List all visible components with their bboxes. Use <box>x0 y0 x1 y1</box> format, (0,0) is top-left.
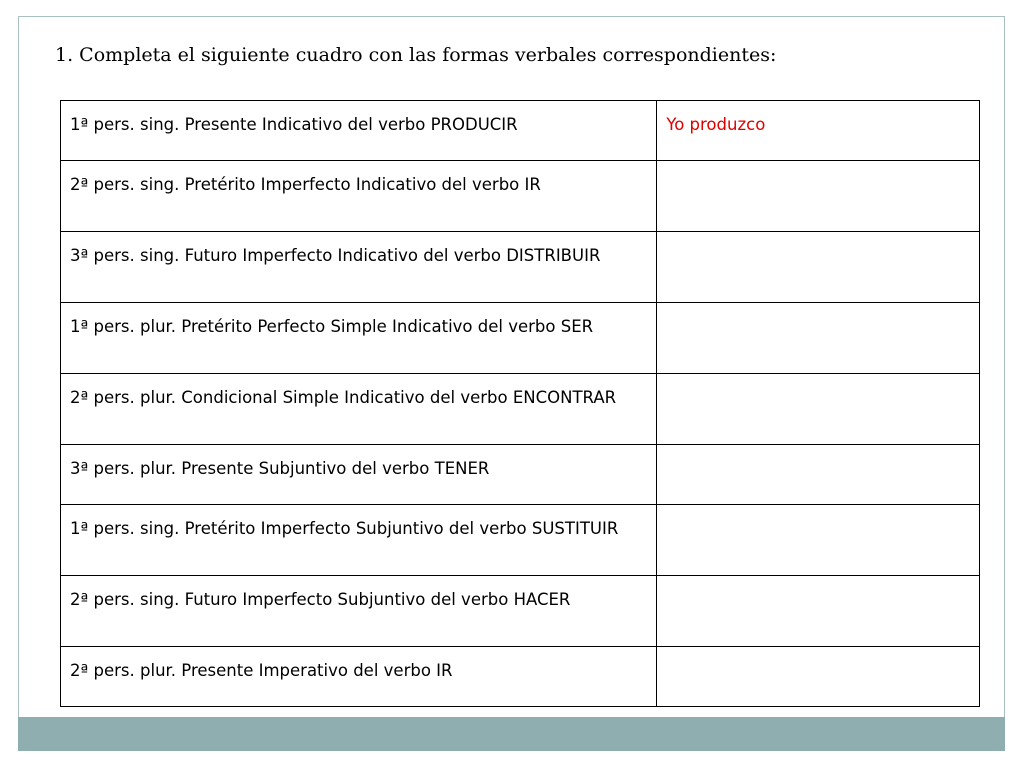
table-row <box>61 303 980 374</box>
answer-cell[interactable] <box>657 576 980 647</box>
verb-prompt-cell: 1ª pers. sing. Pretérito Imperfecto Subjuntivo del verbo SUSTITUIR <box>61 505 657 576</box>
answer-cell[interactable] <box>657 445 980 505</box>
table-row <box>61 374 980 445</box>
table-row <box>61 445 980 505</box>
answer-cell[interactable] <box>657 505 980 576</box>
answer-cell[interactable] <box>657 232 980 303</box>
table-row <box>61 101 980 161</box>
table-row <box>61 161 980 232</box>
answer-cell[interactable] <box>657 161 980 232</box>
verb-prompt-cell: 2ª pers. sing. Pretérito Imperfecto Indicativo del verbo IR <box>61 161 657 232</box>
verb-prompt-cell: 2ª pers. sing. Futuro Imperfecto Subjuntivo del verbo HACER <box>61 576 657 647</box>
instruction-text: 1. Completa el siguiente cuadro con las formas verbales correspondientes: <box>55 44 777 66</box>
verb-prompt-cell: 1ª pers. sing. Presente Indicativo del verbo PRODUCIR <box>61 101 657 161</box>
verb-prompt-cell: 3ª pers. sing. Futuro Imperfecto Indicativo del verbo DISTRIBUIR <box>61 232 657 303</box>
answer-cell[interactable] <box>657 647 980 707</box>
answer-cell[interactable] <box>657 303 980 374</box>
table-row <box>61 232 980 303</box>
footer-band <box>18 717 1005 751</box>
answer-cell[interactable]: Yo produzco <box>657 101 980 161</box>
verb-prompt-cell: 1ª pers. plur. Pretérito Perfecto Simple Indicativo del verbo SER <box>61 303 657 374</box>
table-row <box>61 647 980 707</box>
answer-cell[interactable] <box>657 374 980 445</box>
verb-prompt-cell: 2ª pers. plur. Condicional Simple Indicativo del verbo ENCONTRAR <box>61 374 657 445</box>
table-row <box>61 505 980 576</box>
verb-forms-table <box>60 100 980 707</box>
verb-prompt-cell: 2ª pers. plur. Presente Imperativo del verbo IR <box>61 647 657 707</box>
table-row <box>61 576 980 647</box>
verb-prompt-cell: 3ª pers. plur. Presente Subjuntivo del verbo TENER <box>61 445 657 505</box>
